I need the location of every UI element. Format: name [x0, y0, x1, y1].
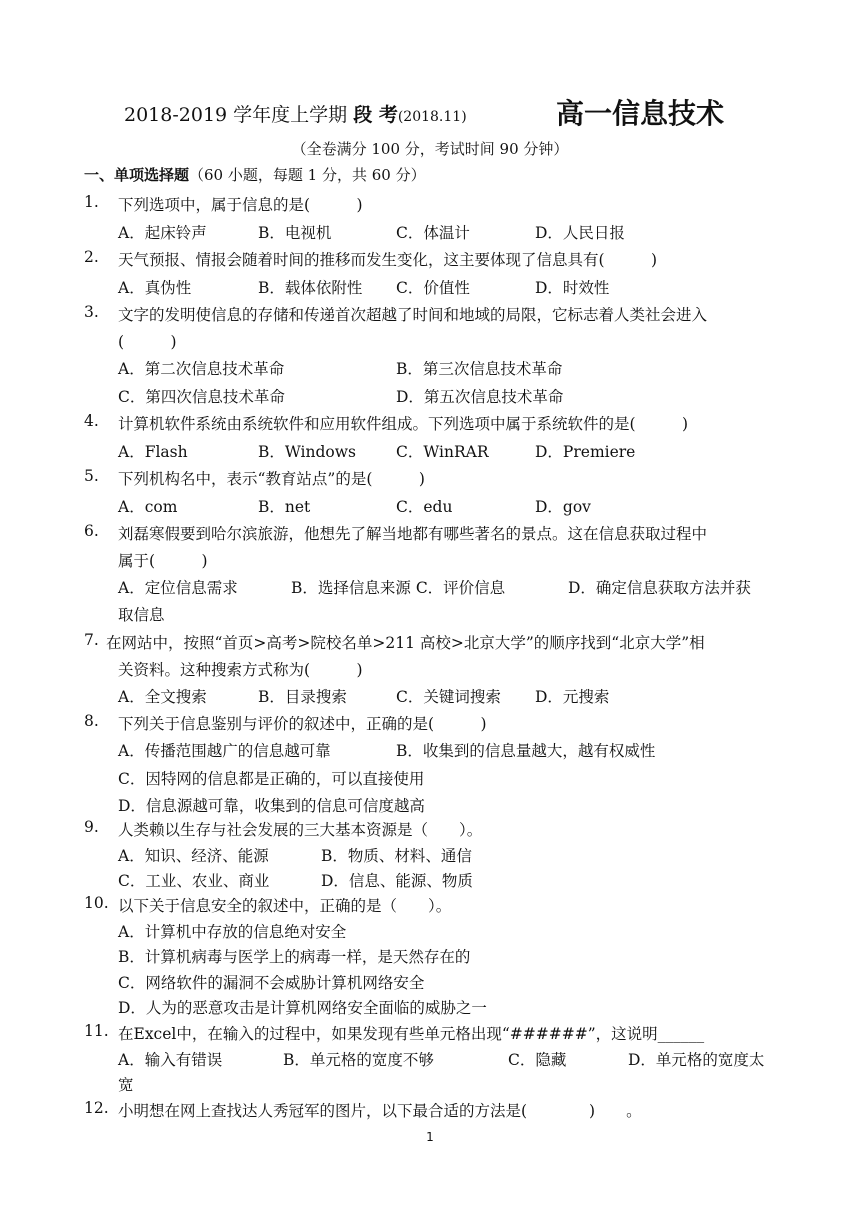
- question-stem: 在Excel中，在输入的过程中，如果发现有些单元格出现“######”，这说明______: [118, 1025, 705, 1043]
- option-c: C．网络软件的漏洞不会威胁计算机网络安全: [118, 974, 425, 992]
- option-b: B．计算机病毒与医学上的病毒一样，是天然存在的: [118, 948, 471, 966]
- question-number: 6.: [84, 522, 99, 540]
- option-d: D．确定信息获取方法并获: [568, 579, 751, 597]
- question-number: 4.: [84, 412, 99, 430]
- option-c: C．edu: [396, 498, 453, 516]
- question-number: 11.: [84, 1022, 109, 1040]
- question-stem: 下列选项中，属于信息的是( ): [118, 196, 363, 214]
- option-b: B．电视机: [258, 224, 332, 242]
- option-c: C．体温计: [396, 224, 470, 242]
- option-d: D．单元格的宽度太: [628, 1051, 765, 1069]
- title-subject: 高一信息技术: [556, 97, 725, 130]
- option-c: C．关键词搜索: [396, 688, 501, 706]
- question-stem: 以下关于信息安全的叙述中，正确的是（ ）。: [118, 897, 452, 915]
- title-date: (2018.11): [397, 109, 467, 125]
- option-d: D．Premiere: [535, 443, 636, 461]
- option-d: D．gov: [535, 498, 591, 516]
- option-d: D．第五次信息技术革命: [396, 388, 564, 406]
- section-note: （60 小题，每题 1 分，共 60 分）: [189, 166, 426, 184]
- option-c: C．价值性: [396, 279, 470, 297]
- option-b: B．选择信息来源 C．评价信息: [291, 579, 506, 597]
- option-d-cont: 宽: [118, 1076, 134, 1094]
- question-number: 7.: [84, 631, 99, 649]
- option-b: B．载体依附性: [258, 279, 363, 297]
- question-stem: 天气预报、情报会随着时间的推移而发生变化，这主要体现了信息具有( ): [118, 251, 658, 269]
- question-stem: 下列关于信息鉴别与评价的叙述中，正确的是( ): [118, 715, 487, 733]
- option-b: B．收集到的信息量越大，越有权威性: [396, 742, 656, 760]
- option-c: C．WinRAR: [396, 443, 489, 461]
- option-a: A．定位信息需求: [118, 579, 238, 597]
- question-number: 3.: [84, 303, 99, 321]
- option-c: C．隐藏: [508, 1051, 567, 1069]
- question-stem: 人类赖以生存与社会发展的三大基本资源是（ ）。: [118, 821, 483, 839]
- option-c: C．第四次信息技术革命: [118, 388, 285, 406]
- option-b: B．net: [258, 498, 311, 516]
- question-stem-cont: ( ): [118, 333, 177, 351]
- exam-subtitle: （全卷满分 100 分，考试时间 90 分钟）: [291, 140, 569, 158]
- question-number: 8.: [84, 712, 99, 730]
- option-b: B．单元格的宽度不够: [283, 1051, 434, 1069]
- option-a: A．起床铃声: [118, 224, 207, 242]
- option-a: A．全文搜索: [118, 688, 207, 706]
- option-a: A．真伪性: [118, 279, 192, 297]
- option-a: A．Flash: [118, 443, 188, 461]
- exam-title-main: [124, 100, 467, 127]
- option-d: D．信息、能源、物质: [321, 872, 473, 890]
- option-d-cont: 取信息: [118, 606, 165, 624]
- option-d: D．时效性: [535, 279, 610, 297]
- option-a: A．第二次信息技术革命: [118, 360, 285, 378]
- section-heading: [84, 164, 426, 185]
- option-c: C．因特网的信息都是正确的，可以直接使用: [118, 770, 425, 788]
- option-b: B．物质、材料、通信: [321, 847, 472, 865]
- question-number: 12.: [84, 1099, 109, 1117]
- question-stem-cont: 属于( ): [118, 552, 208, 570]
- question-stem-cont: 关资料。这种搜索方式称为( ): [118, 661, 363, 679]
- option-b: B．第三次信息技术革命: [396, 360, 563, 378]
- question-stem: 文字的发明使信息的存储和传递首次超越了时间和地域的局限，它标志着人类社会进入: [118, 306, 708, 324]
- question-number: 9.: [84, 818, 99, 836]
- question-stem: 小明想在网上查找达人秀冠军的图片，以下最合适的方法是( ) 。: [118, 1102, 642, 1120]
- section-label: 一、单项选择题: [84, 166, 190, 184]
- option-d: D．人为的恶意攻击是计算机网络安全面临的威胁之一: [118, 999, 487, 1017]
- question-number: 10.: [84, 894, 109, 912]
- option-a: A．com: [118, 498, 178, 516]
- question-stem: 在网站中，按照“首页>高考>院校名单>211 高校>北京大学”的顺序找到“北京大学”相: [106, 634, 705, 652]
- option-a: A．输入有错误: [118, 1051, 223, 1069]
- option-a: A．传播范围越广的信息越可靠: [118, 742, 331, 760]
- question-stem: 下列机构名中，表示“教育站点”的是( ): [118, 470, 425, 488]
- title-term: 2018-2019 学年度上学期: [124, 104, 348, 126]
- option-b: B．目录搜索: [258, 688, 347, 706]
- question-stem: 计算机软件系统由系统软件和应用软件组成。下列选项中属于系统软件的是( ): [118, 415, 689, 433]
- option-a: A．计算机中存放的信息绝对安全: [118, 923, 347, 941]
- option-d: D．信息源越可靠，收集到的信息可信度越高: [118, 797, 425, 815]
- question-stem: 刘磊寒假要到哈尔滨旅游，他想先了解当地都有哪些著名的景点。这在信息获取过程中: [118, 525, 708, 543]
- title-exam-type: 段 考: [353, 104, 398, 126]
- question-number: 1.: [84, 193, 99, 211]
- question-number: 2.: [84, 248, 99, 266]
- option-d: D．人民日报: [535, 224, 625, 242]
- option-b: B．Windows: [258, 443, 356, 461]
- question-number: 5.: [84, 467, 99, 485]
- page-number: 1: [426, 1130, 434, 1144]
- option-c: C．工业、农业、商业: [118, 872, 270, 890]
- option-d: D．元搜索: [535, 688, 610, 706]
- option-a: A．知识、经济、能源: [118, 847, 269, 865]
